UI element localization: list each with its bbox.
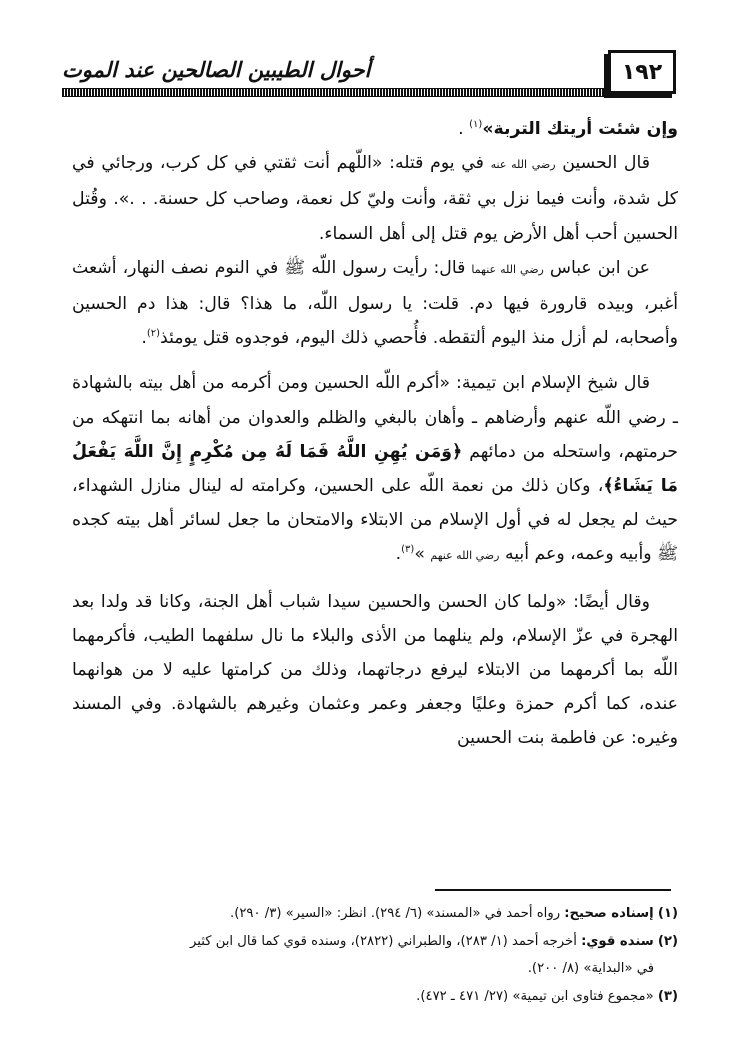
salawat-symbol: ﷺ xyxy=(657,544,678,565)
honorific-symbol: رضي الله عنه xyxy=(490,158,556,172)
p4-d: » xyxy=(414,544,431,565)
footnote-text: أخرجه أحمد (١/ ٢٨٣)، والطبراني (٢٨٢٢)، وسنده قوي كما قال ابن كثير xyxy=(190,933,582,949)
footnote-3 xyxy=(72,983,678,1011)
footnote-ref-1[interactable]: (١) xyxy=(469,119,483,131)
footnote-ref-3[interactable]: (٣) xyxy=(401,544,415,556)
salawat-symbol: ﷺ xyxy=(284,257,306,278)
footnote-lead: إسناده صحيح: xyxy=(564,906,654,921)
footnote-text: رواه أحمد في «المسند» (٦/ ٢٩٤). انظر: «السير» (٣/ ٢٩٠). xyxy=(230,906,565,921)
p2-b: في يوم قتله: «اللّهم أنت ثقتي في كل كرب، ورجائي في كل شدة، وأنت فيما نزل بي ثقة، وأنت وليّ كل نعمة، وصاحب كل حسنة. . .». وقُتل الحسين أحب أهل الأرض يوم قتل إلى أهل السماء. xyxy=(72,153,678,244)
main-text xyxy=(72,112,678,756)
p2-a: قال الحسين xyxy=(555,153,651,174)
footnote-2 xyxy=(72,928,678,956)
paragraph-2 xyxy=(72,146,678,251)
p1-end: . xyxy=(458,119,470,139)
p3-b: قال: رأيت رسول اللّه xyxy=(305,257,472,278)
running-title: أحوال الطيبين الصالحين عند الموت xyxy=(62,58,371,82)
footnote-ref-2[interactable]: (٢) xyxy=(146,328,160,340)
p3-end: . xyxy=(141,328,147,349)
p4-end: . xyxy=(395,544,402,565)
p3-c: في النوم نصف النهار، أشعث أغبر، وبيده قارورة فيها دم. قلت: يا رسول اللّه، ما هذا؟ قال: هذا دم الحسين وأصحابه، لم أزل منذ اليوم ألتقطه. فأُحصي ذلك اليوم، فوجدوه قتل يومئذ xyxy=(72,257,678,349)
footnote-number: (١) xyxy=(657,906,678,921)
footnote-number: (٣) xyxy=(657,988,678,1004)
footnote-lead: سنده قوي: xyxy=(581,933,654,949)
quran-verse: ﴿وَمَن يُهِنِ اللَّهُ فَمَا لَهُ مِن مُكْرِمٍ إِنَّ اللَّهَ يَفْعَلُ مَا يَشَاءُ﴾ xyxy=(72,441,679,497)
footnote-text: «مجموع فتاوى ابن تيمية» (٢٧/ ٤٧١ ـ ٤٧٢). xyxy=(416,988,654,1004)
header-rule xyxy=(62,88,604,97)
p4-c: وأبيه وعمه، وعم أبيه xyxy=(499,544,658,565)
p4-b: ، وكان ذلك من نعمة اللّه على الحسين، وكرامته له لينال منازل الشهداء، حيث لم يجعل له في أول الإسلام من الابتلاء والامتحان ما جعل لسائر أهل بيته كجده xyxy=(72,476,678,531)
paragraph-4 xyxy=(72,366,678,573)
honorific-symbol: رضي الله عنهما xyxy=(471,262,544,276)
p3-a: عن ابن عباس xyxy=(543,257,650,278)
footnote-number: (٢) xyxy=(657,933,678,949)
footnote-separator xyxy=(435,889,671,891)
paragraph-3 xyxy=(72,251,678,356)
footnote-1 xyxy=(72,900,678,928)
p1-text: وإن شئت أريتك التربة» xyxy=(482,119,678,139)
honorific-symbol: رضي الله عنهم xyxy=(430,549,500,563)
footnote-2-continuation: في «البداية» (٨/ ٢٠٠). xyxy=(527,961,654,976)
footnotes xyxy=(72,900,678,1010)
p5-text: وقال أيضًا: «ولما كان الحسن والحسين سيدا شباب أهل الجنة، وكانا قد ولدا بعد الهجرة في عزّ الإسلام، ولم ينلهما من الأذى والبلاء ما نال سلفهما الطيب، فأكرمهما اللّه بما أكرمهما من الابتلاء ليرفع درجاتهما، وذلك من كرامتها عليه لا من هوانهما عنده، كما أكرم حمزة وعليًا وجعفر وعمر وعثمان وغيرهم بالشهادة. وفي المسند وغيره: عن فاطمة بنت الحسين xyxy=(72,591,678,749)
paragraph-5 xyxy=(72,585,678,756)
page-number: ١٩٢ xyxy=(608,50,676,94)
p4-a: قال شيخ الإسلام ابن تيمية: «أكرم اللّه الحسين ومن أكرمه من أهل بيته بالشهادة ـ رضي اللّه عنهم وأرضاهم ـ وأهان بالبغي والظلم والعدوان من أهانه بما انتهكه من حرمتهم، واستحله من دمائهم xyxy=(72,373,678,462)
page-header xyxy=(62,50,676,100)
paragraph-1 xyxy=(72,112,678,146)
